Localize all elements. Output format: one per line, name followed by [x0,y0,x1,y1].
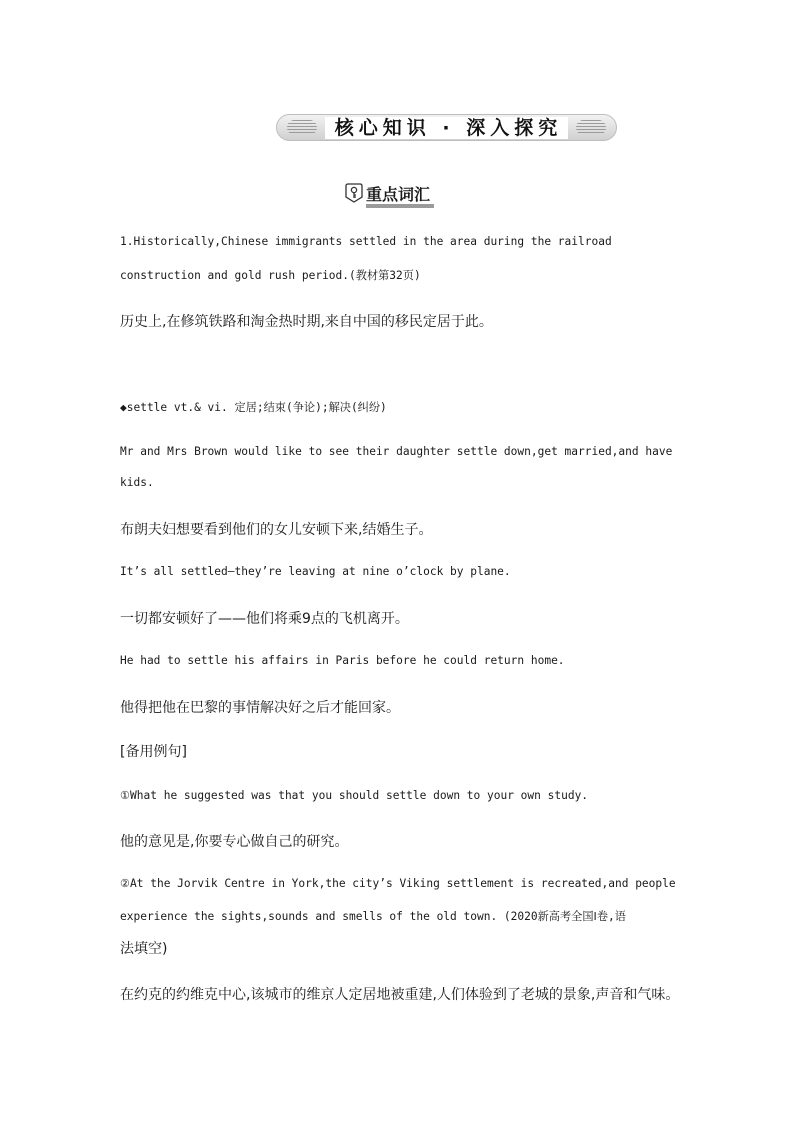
example-sentence-en: 1.Historically,Chinese immigrants settled in the area during the railroad [120,235,612,248]
backup-example-2-en: ②At the Jorvik Centre in York,the city’s Viking settlement is recreated,and people [120,877,676,890]
example-translation-cn: 他得把他在巴黎的事情解决好之后才能回家。 [120,700,400,716]
backup-example-2-en-cont: experience the sights,sounds and smells of the old town. (2020新高考全国Ⅰ卷,语 [120,910,626,923]
backup-example-1-en: ①What he suggested was that you should settle down to your own study. [120,789,589,802]
section-heading [345,181,430,205]
example-sentence-en: He had to settle his affairs in Paris before he could return home. [120,654,565,667]
backup-examples-label: [备用例句] [120,744,187,760]
example-sentence-en-cont: construction and gold rush period.(教材第32页) [120,269,421,282]
backup-example-1-cn: 他的意见是,你要专心做自己的研究。 [120,834,349,850]
heading-underline [366,204,434,208]
section-heading-label: 重点词汇 [366,184,431,204]
example-translation-cn: 布朗夫妇想要看到他们的女儿安顿下来,结婚生子。 [120,522,433,538]
example-translation-cn: 一切都安顿好了——他们将乘9点的飞机离开。 [120,611,409,627]
example-sentence-en: It’s all settled—they’re leaving at nine o’clock by plane. [120,565,511,578]
key-icon [345,183,363,203]
backup-example-2-cn: 在约克的约维克中心,该城市的维京人定居地被重建,人们体验到了老城的景象,声音和气味。 [120,987,680,1003]
example-sentence-en: Mr and Mrs Brown would like to see their daughter settle down,get married,and have [120,445,673,458]
vocab-entry-settle: ◆settle vt.& vi. 定居;结束(争论);解决(纠纷) [120,401,387,414]
banner-title: 核心知识 · 深入探究 [325,117,568,139]
example-translation-cn: 历史上,在修筑铁路和淘金热时期,来自中国的移民定居于此。 [120,314,493,330]
section-banner [276,114,617,141]
backup-example-2-en-cont: 法填空) [120,941,168,957]
example-sentence-en-cont: kids. [120,476,154,489]
